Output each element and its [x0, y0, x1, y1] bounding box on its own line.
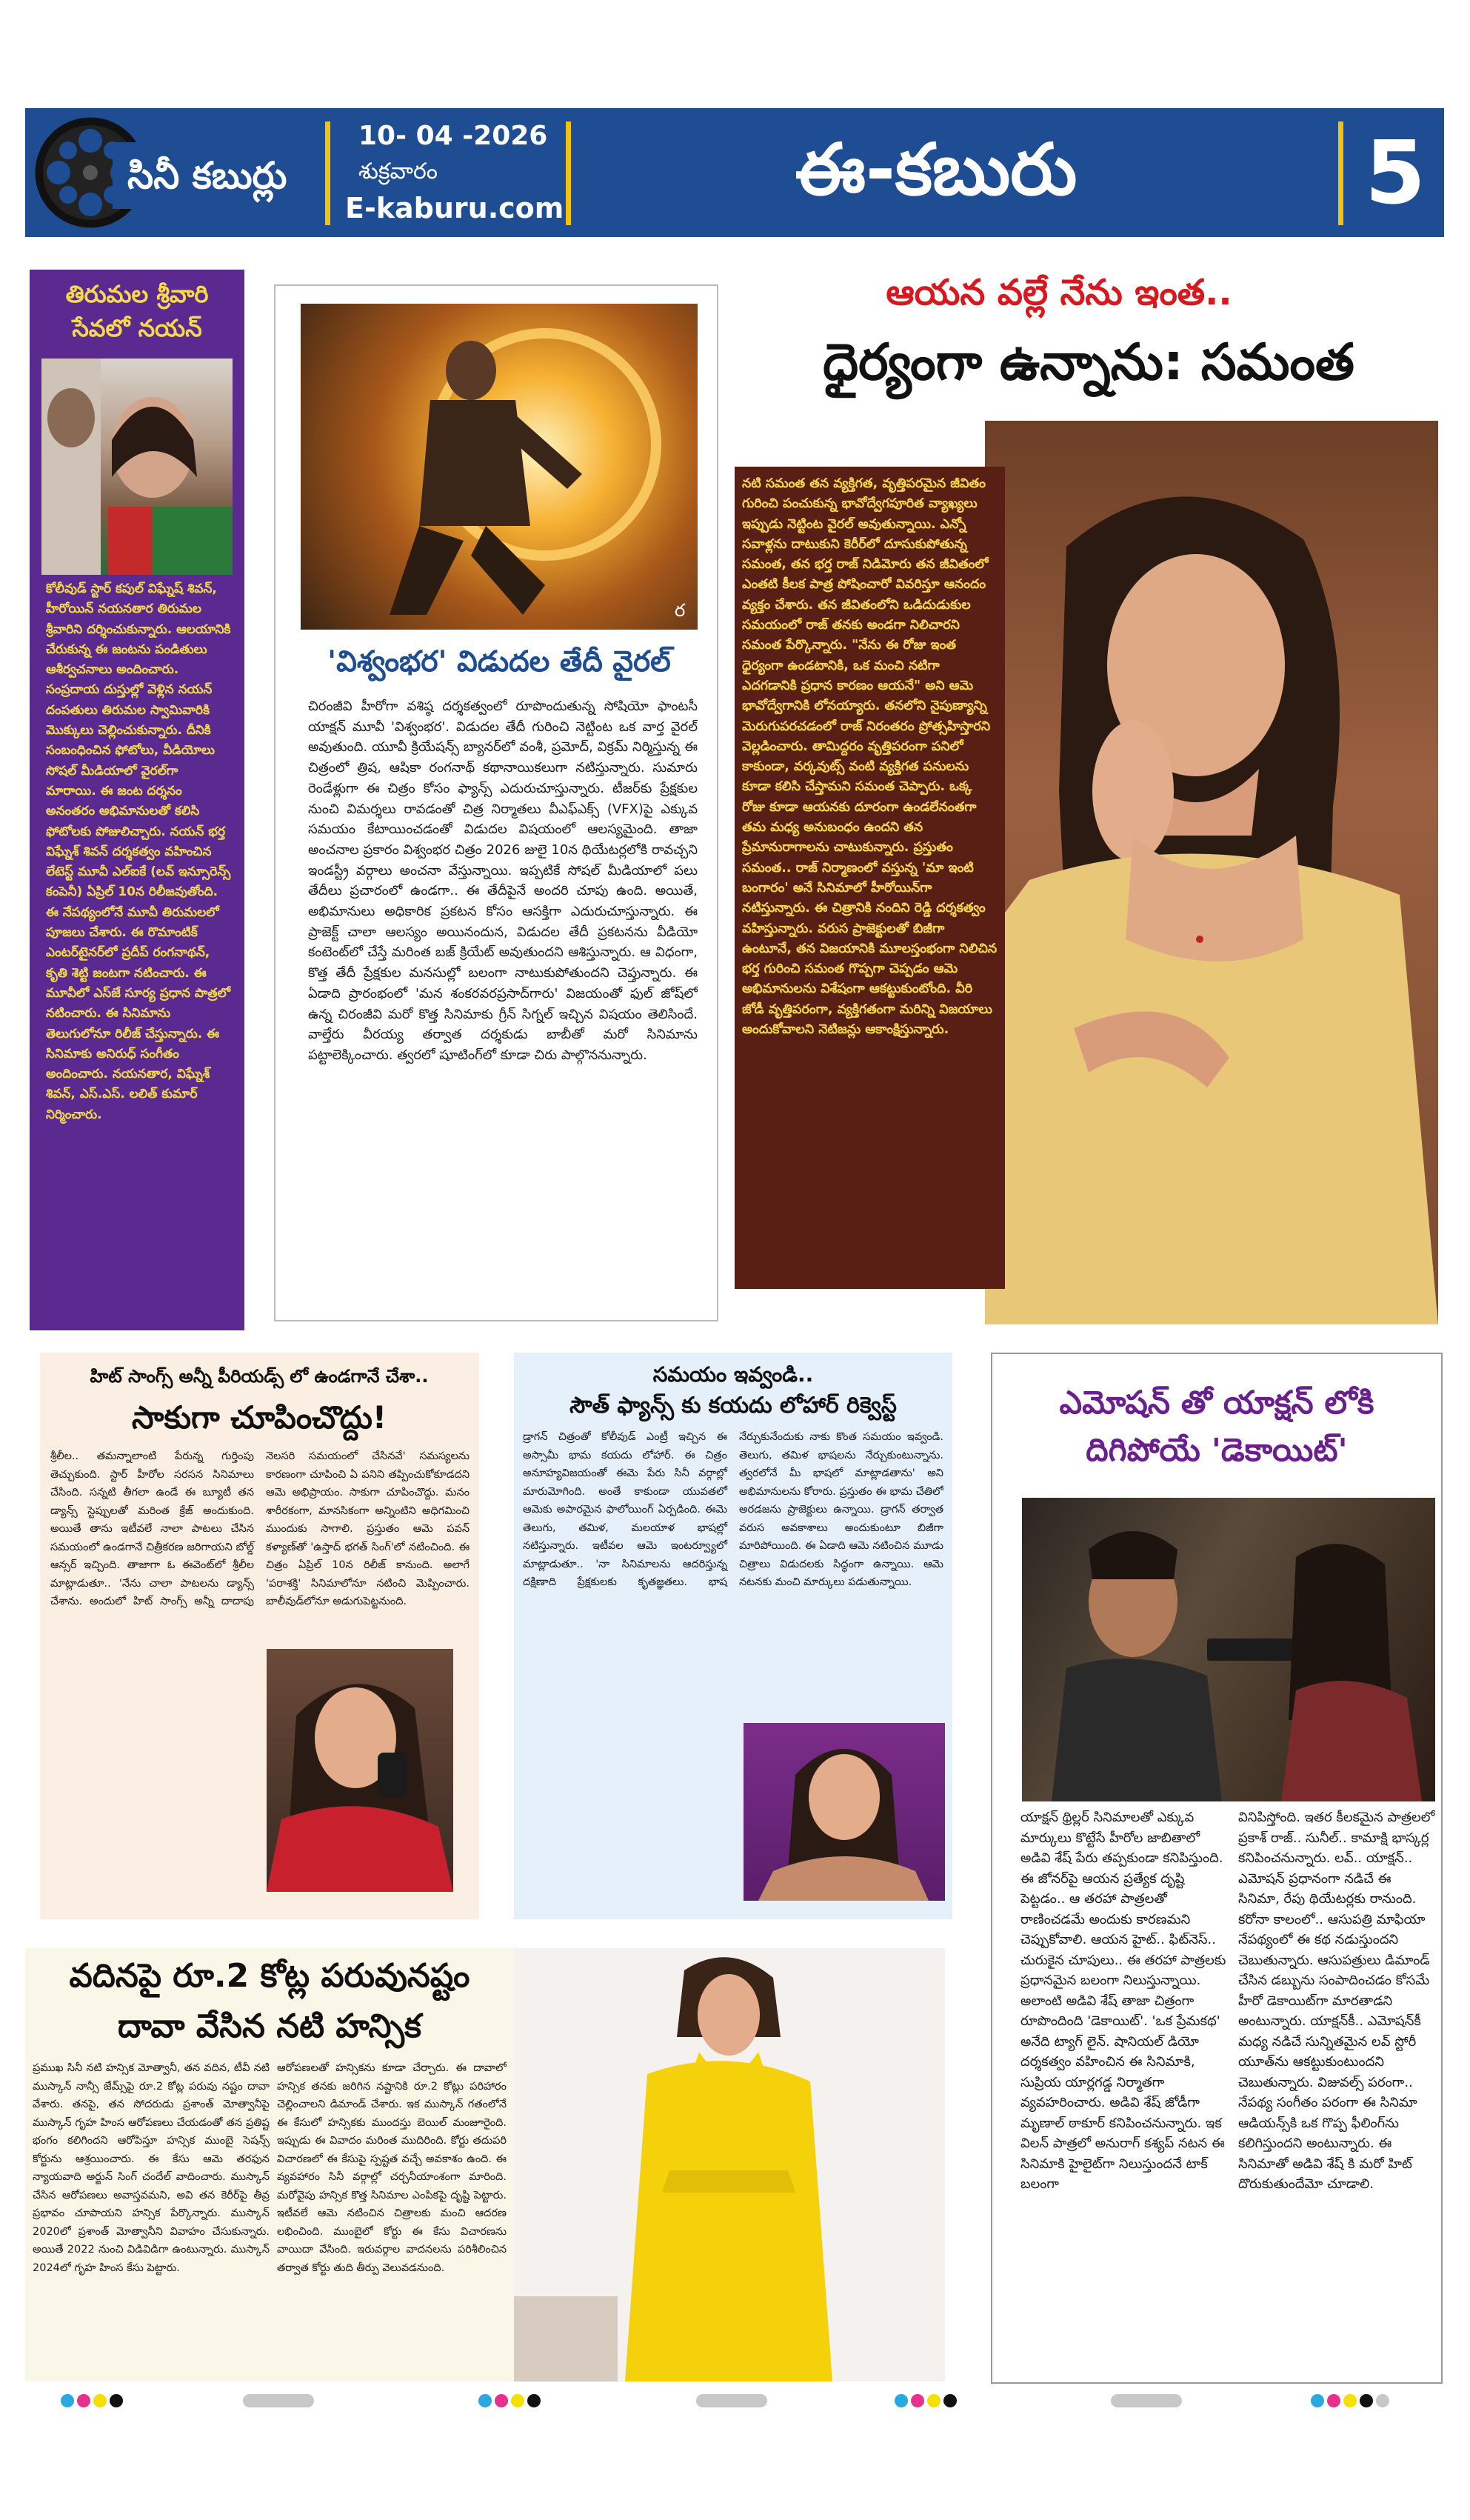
samantha-kicker: ఆయన వల్లే నేను ఇంత.. [886, 272, 1232, 313]
divider [325, 121, 330, 225]
issue-date: 10- 04 -2026 [358, 121, 548, 151]
masthead [25, 108, 1444, 237]
dacoit-headline: ఎమోషన్ తో యాక్షన్ లోకి దిగిపోయే 'డెకాయిట్' [1059, 1384, 1374, 1469]
samantha-photo [985, 421, 1438, 1324]
sidebar-article-body: కోలీవుడ్ స్టార్ కపుల్ విఘ్నేష్ శివన్, హీరోయిన్ నయనతార తిరుమల శ్రీవారిని దర్శించుకున్నారు. ఆలయానికి చేరుకున్న ఈ జంటను పండితులు ఆశీర్వచనాలు అందించారు. సంప్రదాయ దుస్తుల్లో వెళ్లిన నయన్ దంపతులు తిరుమల స్వామివారికి మొక్కులు చెల్లించుకున్నారు. దీనికి సంబంధించిన ఫోటోలు, వీడియోలు సోషల్ మీడియాలో వైరల్‌గా మారాయి. ఈ జంట దర్శనం అనంతరం అభిమానులతో కలిసి ఫోటోలకు పోజులిచ్చారు. నయన్ భర్త విఘ్నేశ్ శివన్ దర్శకత్వం వహించిన లేటెస్ట్ మూవీ ఎల్ఐకే (లవ్ ఇన్సూరెన్స్ కంపెనీ) ఏప్రిల్ 10న రిలీజవుతోంది. ఈ నేపథ్యంలోనే మూవీ తిరుమలలో పూజలు చేశారు. ఈ రొమాంటిక్ ఎంటర్‌టైనర్‌లో ప్రదీప్ రంగనాథన్, కృతి శెట్టి జంటగా నటించారు. ఈ మూవీలో ఎస్‌జే సూర్య ప్రధాన పాత్రలో నటించారు. ఈ సినిమాను తెలుగులోనూ రిలీజ్ చేస్తున్నారు. ఈ సినిమాకు అనిరుధ్ సంగీతం అందించారు. నయనతార, విఘ్నేశ్ శివన్, ఎస్.ఎస్. లలిత్ కుమార్ నిర్మించారు. [46, 581, 231, 1122]
vishwambhara-poster [301, 304, 698, 630]
sreeleela-headline: సాకుగా చూపించొద్దు! [131, 1399, 387, 1436]
hansika-photo [514, 1948, 945, 2381]
sreeleela-article-body: శ్రీలీల.. తమన్నాలాంటి పేరున్న గుర్తింపు తెచ్చుకుంది. స్టార్ హీరోల సరసన సినిమాలు చేసింది. సన్నటి తీగలా ఉండే ఈ బ్యూటీ తన డ్యాన్స్ స్టెప్పులతో మరింత క్రేజ్ అందుకుంది. అయితే తాను ఇటీవలే నాలా పాటలు చేసిన సమయంలో ఉండగానే చిత్రీకరణ జరిగాయని బోల్డ్ ఆన్సర్ ఇచ్చింది. తాజాగా ఓ ఈవెంట్‌లో శ్రీలీల మాట్లాడుతూ.. 'నేను చాలా పాటలను డ్యాన్స్ చేశాను. అందులో హిట్ సాంగ్స్ అన్నీ దాదాపు నెలసరి సమయంలో చేసినవే' సమస్యలను కారణంగా చూపించి ఏ పనిని తప్పించుకోకూడదని ఆమె అభిప్రాయం. సాకుగా చూపించొద్దు. మనం శారీరకంగా, మానసికంగా అన్నింటిని అధిగమించి ముందుకు సాగాలి. ప్రస్తుతం ఆమె పవన్ కళ్యాణ్‌తో 'ఉస్తాద్ భగత్ సింగ్'లో నటించింది. ఈ చిత్రం ఏప్రిల్ 10న రిలీజ్ కానుంది. అలాగే 'పరాశక్తి' సినిమాలోనూ నటించి మెప్పించారు. బాలీవుడ్‌లోనూ అడుగుపెట్టనుంది. [50, 1450, 470, 1607]
sidebar-title: తిరుమల శ్రీవారి సేవలో నయన్ [65, 280, 209, 342]
divider [566, 121, 571, 225]
sreeleela-photo [267, 1649, 453, 1892]
hansika-article-body-col2: ఆరోపణలతో హన్సికను కూడా చేర్చారు. ఈ దావాలో హన్సిక తనకు జరిగిన నష్టానికి రూ.2 కోట్లు పరిహారం చెల్లించాలని డిమాండ్ చేశారు. ఇక ముస్కాన్ గతంలోనే ఈ కేసులో హన్సికకు ముందస్తు బెయిల్ మంజూరైంది. ఇప్పుడు ఈ వివాదం మరింత ముదిరింది. కోర్టు తదుపరి విచారణలో ఈ కేసుపై స్పష్టత వచ్చే అవకాశం ఉంది. ఈ వ్యవహారం సినీ వర్గాల్లో చర్చనీయాంశంగా మారింది. మరోవైపు హన్సిక కొత్త సినిమాల ఎంపికపై దృష్టి పెట్టారు. ఇటీవలే ఆమె నటించిన చిత్రాలకు మంచి ఆదరణ లభించింది. ముంబైలో కోర్టు ఈ కేసు విచారణను వాయిదా వేసింది. ఇరువర్గాల వాదనలను పరిశీలించిన తర్వాత కోర్టు తుది తీర్పు వెలువడనుంది. [277, 2062, 507, 2274]
samantha-article-body: నటి సమంత తన వ్యక్తిగత, వృత్తిపరమైన జీవితం గురించి పంచుకున్న భావోద్వేగపూరిత వ్యాఖ్యలు ఇప్పుడు నెట్టింట వైరల్ అవుతున్నాయి. ఎన్నో సవాళ్లను దాటుకుని కెరీర్‌లో దూసుకుపోతున్న సమంత, తన భర్త రాజ్ నిడిమోరు తన జీవితంలో ఎంతటి కీలక పాత్ర పోషించారో వివరిస్తూ ఆనందం వ్యక్తం చేశారు. తన జీవితంలోని ఒడిదుడుకుల సమయంలో రాజ్ తనకు అండగా నిలిచారని సమంత పేర్కొన్నారు. "నేను ఈ రోజు ఇంత ధైర్యంగా ఉండటానికి, ఒక మంచి నటిగా ఎదగడానికి ప్రధాన కారణం ఆయనే" అని ఆమె భావోద్వేగానికి లోనయ్యారు. తనలోని నైపుణ్యాన్ని మెరుగుపరచడంలో రాజ్ నిరంతరం ప్రోత్సహిస్తారని వెల్లడించారు. తామిద్దరం వృత్తిపరంగా పనిలో కాకుండా, వర్కవుట్స్ వంటి వ్యక్తిగత పనులను కూడా కలిసి చేస్తామని సమంత చెప్పారు. ఒక్క రోజు కూడా ఆయనకు దూరంగా ఉండలేనంతగా తమ మధ్య అనుబంధం ఉందని తన ప్రేమానురాగాలను చాటుకున్నారు. ప్రస్తుతం సమంత.. రాజ్ నిర్మాణంలో వస్తున్న 'మా ఇంటి బంగారం' అనే సినిమాలో హీరోయిన్‌గా నటిస్తున్నారు. ఈ చిత్రానికి నందిని రెడ్డి దర్శకత్వం వహిస్తున్నారు. వరుస ప్రాజెక్టులతో బిజీగా ఉంటూనే, తన విజయానికి మూలస్తంభంగా నిలిచిన భర్త గురించి సమంత గొప్పగా చెప్పడం ఆమె అభిమానులను విశేషంగా ఆకట్టుకుంటోంది. వీరి జోడీ వృత్తిపరంగా, వ్యక్తిగతంగా మరిన్ని విజయాలు అందుకోవాలని నెటిజన్లు ఆకాంక్షిస్తున్నారు. [742, 476, 998, 1038]
hansika-article-body-col1: ప్రముఖ సినీ నటి హన్సిక మోత్వానీ, తన వదిన, టీవీ నటి ముస్కాన్ నాన్సీ జేమ్స్‌పై రూ.2 కోట్ల పరువు నష్టం దావా వేశారు. తనపై, తన సోదరుడు ప్రశాంత్ మోత్వానీపై ముస్కాన్ గృహ హింస ఆరోపణలు చేయడంతో తన ప్రతిష్ట భంగం కలిగిందని ఆరోపిస్తూ హన్సిక ముంబై సెషన్స్ కోర్టును ఆశ్రయించారు. ఈ కేసు ఆమె తరఫున న్యాయవాది అర్జున్ సింగ్ చందేల్ వాదించారు. ముస్కాన్ చేసిన ఆరోపణలు అవాస్తవమని, అవి తన కెరీర్‌పై తీవ్ర ప్రభావం చూపాయని హన్సిక పేర్కొన్నారు. ముస్కాన్ 2020లో ప్రశాంత్ మోత్వానీని వివాహం చేసుకున్నారు. అయితే 2022 నుంచి విడివిడిగా ఉంటున్నారు. ముస్కాన్ 2024లో గృహ హింస కేసు పెట్టారు. [33, 2062, 270, 2274]
logo-text: సినీ కబుర్లు [113, 142, 357, 209]
divider [1338, 121, 1343, 225]
website-link[interactable]: E-kaburu.com [345, 192, 564, 224]
poster-caption: ర [675, 600, 686, 621]
weekday: శుక్రవారం [358, 159, 438, 184]
kayadu-article-body: డ్రాగన్ చిత్రంతో కోలీవుడ్ ఎంట్రీ ఇచ్చిన ఈ అస్సామీ భామ కయదు లోహార్. ఈ చిత్రం అనూహ్యవిజయంతో ఈమె పేరు సినీ వర్గాల్లో మారుమోగింది. అంతే కాకుండా యువతలో ఆమెకు అపారమైన ఫాలోయింగ్ ఏర్పడింది. ఈమె తెలుగు, తమిళ, మలయాళ భాషల్లో నటిస్తున్నారు. ఇటీవల ఆమె ఇంటర్వ్యూలో మాట్లాడుతూ.. 'నా సినిమాలను ఆదరిస్తున్న దక్షిణాది ప్రేక్షకులకు కృతజ్ఞతలు. భాష నేర్చుకునేందుకు నాకు కొంత సమయం ఇవ్వండి. తెలుగు, తమిళ భాషలను నేర్చుకుంటున్నాను. త్వరలోనే మీ భాషలో మాట్లాడతాను' అని అభిమానులను కోరారు. ప్రస్తుతం ఈ భామ చేతిలో అరడజను ప్రాజెక్టులు ఉన్నాయి. డ్రాగన్ తర్వాత వరుస అవకాశాలు అందుకుంటూ బిజీగా మారిపోయింది. ఈ ఏడాది ఆమె నటించిన మూడు చిత్రాలు విడుదలకు సిద్ధంగా ఉన్నాయి. ఆమె నటనకు మంచి మార్కులు పడుతున్నాయి. [523, 1431, 943, 1588]
paper-title: ఈ-కబురు [795, 128, 1078, 211]
kayadu-photo [744, 1723, 945, 1901]
dacoit-still [1022, 1498, 1435, 1801]
kayadu-headline: సౌత్ ఫ్యాన్స్ కు కయదు లోహార్ రిక్వెస్ట్ [569, 1393, 897, 1419]
nayanthara-photo [41, 359, 233, 575]
samantha-headline: ధైర్యంగా ఉన్నాను: సమంత [823, 333, 1354, 392]
dacoit-article-body-col2: వినిపిస్తోంది. ఇతర కీలకమైన పాత్రలలో ప్రకాశ్ రాజ్.. సునీల్.. కామాక్షి భాస్కర్ల కనిపించనున్నారు. లవ్.. యాక్షన్.. ఎమోషన్ ప్రధానంగా నడిచే ఈ సినిమా, రేపు థియేటర్లకు రానుంది. కరోనా కాలంలో.. ఆసుపత్రి మాఫియా నేపథ్యంలో ఈ కథ నడుస్తుందని చెబుతున్నారు. ఆసుపత్రులు డిమాండ్ చేసిన డబ్బును సంపాదించడం కోసమే హీరో డెకాయిట్‌గా మారతాడని అంటున్నారు. యాక్షన్‌కీ.. ఎమోషన్‌కీ మధ్య నడిచే సున్నితమైన లవ్ స్టోరీ యూత్‌ను ఆకట్టుకుంటుందని చెబుతున్నారు. విజువల్స్ పరంగా.. నేపథ్య సంగీతం పరంగా ఈ సినిమా ఆడియన్స్‌కి ఒక గొప్ప ఫీలింగ్‌ను కలిగిస్తుందని అంటున్నారు. ఈ సినిమాతో అడివి శేష్ కి మరో హిట్ దొరుకుతుందేమో చూడాలి. [1238, 1810, 1435, 2192]
page-number: 5 [1364, 121, 1426, 224]
hansika-headline: వదినపై రూ.2 కోట్ల పరువునష్టం దావా వేసిన నటి హన్సిక [69, 1957, 470, 2045]
kayadu-kicker: సమయం ఇవ్వండి.. [652, 1362, 814, 1387]
vishwambhara-article-body: చిరంజీవి హీరోగా వశిష్ఠ దర్శకత్వంలో రూపొందుతున్న సోషియో ఫాంటసీ యాక్షన్ మూవీ 'విశ్వంభర'. విడుదల తేదీ గురించి నెట్టింట ఒక వార్త వైరల్ అవుతుంది. యూవీ క్రియేషన్స్ బ్యానర్‌లో వంశీ, ప్రమోద్, విక్రమ్ నిర్మిస్తున్న ఈ చిత్రంలో త్రిష, ఆషికా రంగనాథ్ కథానాయికలుగా నటిస్తున్నారు. సుమారు రెండేళ్లుగా ఈ చిత్రం కోసం ఫ్యాన్స్ ఎదురుచూస్తున్నారు. టీజర్‌కు ప్రేక్షకుల నుంచి విమర్శలు రావడంతో చిత్ర నిర్మాతలు వీఎఫ్ఎక్స్ (VFX)పై ఎక్కువ సమయం కేటాయించడంతో విడుదల విషయంలో ఆలస్యమైంది. తాజా అంచనాల ప్రకారం విశ్వంభర చిత్రం 2026 జులై 10న థియేటర్లలోకి రావచ్చని ఇండస్ట్రీ వర్గాలు అంచనా వేస్తున్నాయి. ఇప్పటికే సోషల్ మీడియాలో పలు తేదీలు ప్రచారంలో ఉండగా.. ఈ తేదీపైనే అందరి చూపు ఉంది. అయితే, అభిమానులు అధికారిక ప్రకటన కోసం ఆసక్తిగా ఎదురుచూస్తున్నారు. ఈ ప్రాజెక్ట్ చాలా ఆలస్యం అయినందున, విడుదల తేదీ ప్రకటనను వీడియో కంటెంట్‌లో చేస్తే మరింత బజ్ క్రియేట్ అవుతుందని ఆశిస్తున్నారు. ఆ విధంగా, కొత్త తేదీ ప్రేక్షకుల మనసుల్లో బలంగా నాటుకుపోతుందని చెప్తున్నారు. ఈ ఏడాది ప్రారంభంలో 'మన శంకరవరప్రసాద్‌గారు' విజయంతో ఫుల్ జోష్‌లో ఉన్న చిరంజీవి మరో కొత్త సినిమాకు గ్రీన్ సిగ్నల్ ఇచ్చిన విషయం తెలిసిందే. వాల్తేరు వీరయ్య తర్వాత దర్శకుడు బాబీతో మరో సినిమాను పట్టాలెక్కించారు. త్వరలో షూటింగ్‌లో కూడా చిరు పాల్గొననున్నారు. [308, 699, 698, 1063]
sreeleela-kicker: హిట్ సాంగ్స్ అన్నీ పీరియడ్స్ లో ఉండగానే చేశా.. [90, 1366, 429, 1387]
vishwambhara-headline: 'విశ్వంభర' విడుదల తేదీ వైరల్ [327, 645, 671, 679]
dacoit-article-body-col1: యాక్షన్ థ్రిల్లర్ సినిమాలతో ఎక్కువ మార్కులు కొట్టేసే హీరోల జాబితాలో అడివి శేష్ పేరు తప్పకుండా కనిపిస్తుంది. ఈ జోనర్‌పై ఆయన ప్రత్యేక దృష్టి పెట్టడం.. ఆ తరహా పాత్రలతో రాణించడమే అందుకు కారణమని చెప్పుకోవాలి. ఆయన హైట్.. ఫిట్‌నెస్.. చురుకైన చూపులు.. ఈ తరహా పాత్రలకు ప్రధానమైన బలంగా నిలుస్తున్నాయి. అలాంటి అడివి శేష్ తాజా చిత్రంగా రూపొందింది 'డెకాయిట్'. 'ఒక ప్రేమకథ' అనేది ట్యాగ్ లైన్. షానియల్ డియో దర్శకత్వం వహించిన ఈ సినిమాకి, సుప్రియ యార్లగడ్డ నిర్మాతగా వ్యవహరించారు. అడివి శేష్ జోడీగా మృణాల్ ఠాకూర్ కనిపించనున్నారు. ఇక విలన్ పాత్రలో అనురాగ్ కశ్యప్ నటన ఈ సినిమాకి హైలైట్‌గా నిలుస్తుందనే టాక్ బలంగా [1020, 1810, 1226, 2192]
